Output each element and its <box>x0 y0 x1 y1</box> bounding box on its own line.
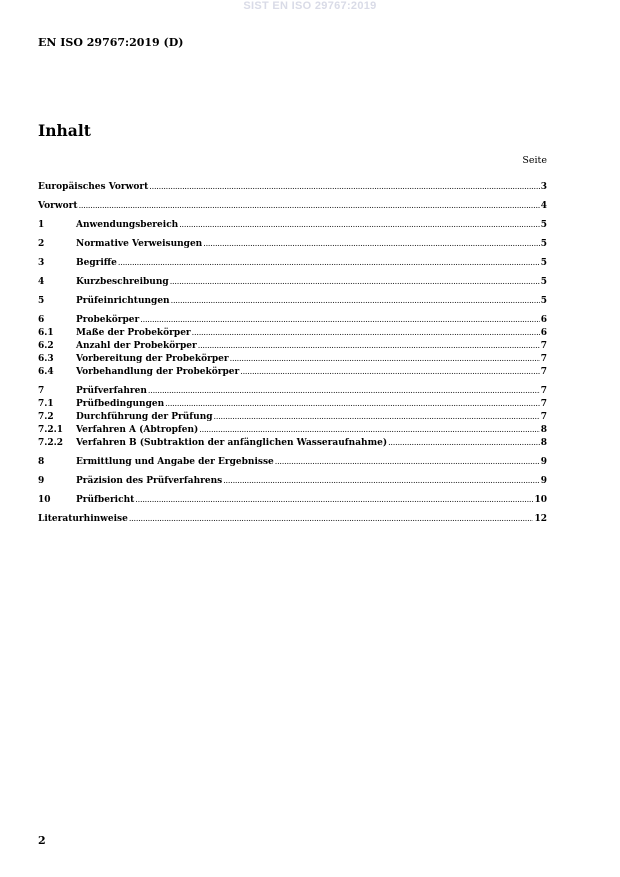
dot-leader <box>165 397 540 411</box>
toc-entry-page: 10 <box>534 495 547 505</box>
toc-entry-title: Prüfbedingungen <box>76 399 165 409</box>
toc-entry-number: 6.3 <box>38 354 54 364</box>
dot-leader <box>135 493 533 507</box>
dot-leader <box>230 352 540 366</box>
dot-leader <box>118 256 540 270</box>
dot-leader <box>171 294 540 308</box>
toc-entry-title: Prüfbericht <box>76 495 135 505</box>
dot-leader <box>388 436 540 450</box>
dot-leader <box>198 339 540 353</box>
toc-entry-title: Maße der Probekörper <box>76 328 191 338</box>
toc-entry-page: 4 <box>540 201 547 211</box>
toc-entry[interactable] <box>38 237 547 250</box>
toc-entry-title: Europäisches Vorwort <box>38 182 149 192</box>
dot-leader <box>192 326 540 340</box>
toc-entry[interactable] <box>38 218 547 231</box>
table-of-contents <box>38 180 547 525</box>
toc-entry-page: 12 <box>534 514 547 524</box>
toc-heading: Inhalt <box>38 121 91 140</box>
toc-entry[interactable] <box>38 339 547 352</box>
dot-leader <box>223 474 540 488</box>
toc-entry-page: 7 <box>540 399 547 409</box>
toc-entry-page: 9 <box>540 457 547 467</box>
toc-entry-page: 7 <box>540 354 547 364</box>
toc-entry-title: Vorbereitung der Probekörper <box>76 354 229 364</box>
toc-entry[interactable] <box>38 423 547 436</box>
toc-entry-title: Durchführung der Prüfung <box>76 412 213 422</box>
toc-entry-page: 6 <box>540 315 547 325</box>
toc-entry-number: 2 <box>38 239 45 249</box>
dot-leader <box>179 218 540 232</box>
toc-entry-title: Normative Verweisungen <box>76 239 203 249</box>
toc-entry[interactable] <box>38 294 547 307</box>
toc-entry-title: Prüfeinrichtungen <box>76 296 170 306</box>
dot-leader <box>170 275 540 289</box>
toc-entry-number: 7.1 <box>38 399 54 409</box>
dot-leader <box>140 313 539 327</box>
dot-leader <box>203 237 540 251</box>
toc-entry-page: 6 <box>540 328 547 338</box>
toc-entry-title: Prüfverfahren <box>76 386 147 396</box>
toc-entry[interactable] <box>38 180 547 193</box>
toc-entry-title: Anzahl der Probekörper <box>76 341 197 351</box>
toc-entry-page: 7 <box>540 367 547 377</box>
toc-entry-page: 8 <box>540 438 547 448</box>
toc-entry-number: 7.2 <box>38 412 54 422</box>
dot-leader <box>214 410 540 424</box>
toc-entry[interactable] <box>38 455 547 468</box>
toc-entry-page: 8 <box>540 425 547 435</box>
toc-entry-title: Verfahren A (Abtropfen) <box>76 425 199 435</box>
toc-entry-page: 5 <box>540 296 547 306</box>
toc-entry[interactable] <box>38 436 547 449</box>
toc-entry-title: Begriffe <box>76 258 117 268</box>
dot-leader <box>275 455 540 469</box>
toc-entry[interactable] <box>38 256 547 269</box>
toc-entry-title: Anwendungsbereich <box>76 220 179 230</box>
watermark-text: SIST EN ISO 29767:2019 <box>243 0 377 12</box>
toc-entry-page: 7 <box>540 412 547 422</box>
dot-leader <box>148 384 540 398</box>
toc-entry-number: 7 <box>38 386 45 396</box>
toc-entry-page: 5 <box>540 258 547 268</box>
toc-entry-title: Vorbehandlung der Probekörper <box>76 367 240 377</box>
toc-entry-page: 3 <box>540 182 547 192</box>
toc-entry-title: Probekörper <box>76 315 140 325</box>
toc-entry[interactable] <box>38 326 547 339</box>
toc-entry-page: 7 <box>540 341 547 351</box>
toc-entry[interactable] <box>38 275 547 288</box>
toc-entry-number: 1 <box>38 220 45 230</box>
toc-entry-page: 9 <box>540 476 547 486</box>
toc-entry-title: Ermittlung und Angabe der Ergebnisse <box>76 457 274 467</box>
toc-entry[interactable] <box>38 365 547 378</box>
toc-entry-page: 5 <box>540 239 547 249</box>
dot-leader <box>79 199 540 213</box>
toc-entry-number: 7.2.2 <box>38 438 64 448</box>
toc-entry[interactable] <box>38 410 547 423</box>
toc-entry-title: Kurzbeschreibung <box>76 277 169 287</box>
toc-entry-number: 9 <box>38 476 45 486</box>
toc-entry-number: 6 <box>38 315 45 325</box>
toc-entry[interactable] <box>38 313 547 326</box>
toc-entry-number: 10 <box>38 495 51 505</box>
page-number: 2 <box>38 834 46 847</box>
toc-entry-page: 5 <box>540 277 547 287</box>
toc-entry-number: 6.2 <box>38 341 54 351</box>
dot-leader <box>240 365 540 379</box>
toc-entry[interactable] <box>38 384 547 397</box>
toc-entry-number: 3 <box>38 258 45 268</box>
toc-entry-page: 7 <box>540 386 547 396</box>
toc-entry-page: 5 <box>540 220 547 230</box>
toc-entry[interactable] <box>38 199 547 212</box>
toc-entry-title: Präzision des Prüfverfahrens <box>76 476 223 486</box>
toc-entry[interactable] <box>38 493 547 506</box>
toc-entry-title: Vorwort <box>38 201 78 211</box>
toc-entry[interactable] <box>38 352 547 365</box>
toc-entry-title: Verfahren B (Subtraktion der anfänglichen Wasseraufnahme) <box>76 438 388 448</box>
dot-leader <box>199 423 539 437</box>
toc-entry[interactable] <box>38 397 547 410</box>
dot-leader <box>149 180 539 194</box>
toc-entry-number: 6.1 <box>38 328 54 338</box>
toc-entry[interactable] <box>38 474 547 487</box>
toc-entry-number: 5 <box>38 296 45 306</box>
toc-entry-number: 6.4 <box>38 367 54 377</box>
toc-entry-number: 7.2.1 <box>38 425 64 435</box>
page-column-label: Seite <box>522 155 547 166</box>
toc-entry-title: Literaturhinweise <box>38 514 128 524</box>
toc-entry-number: 8 <box>38 457 45 467</box>
dot-leader <box>129 512 534 526</box>
document-id: EN ISO 29767:2019 (D) <box>38 36 184 49</box>
toc-entry-number: 4 <box>38 277 45 287</box>
toc-entry[interactable] <box>38 512 547 525</box>
